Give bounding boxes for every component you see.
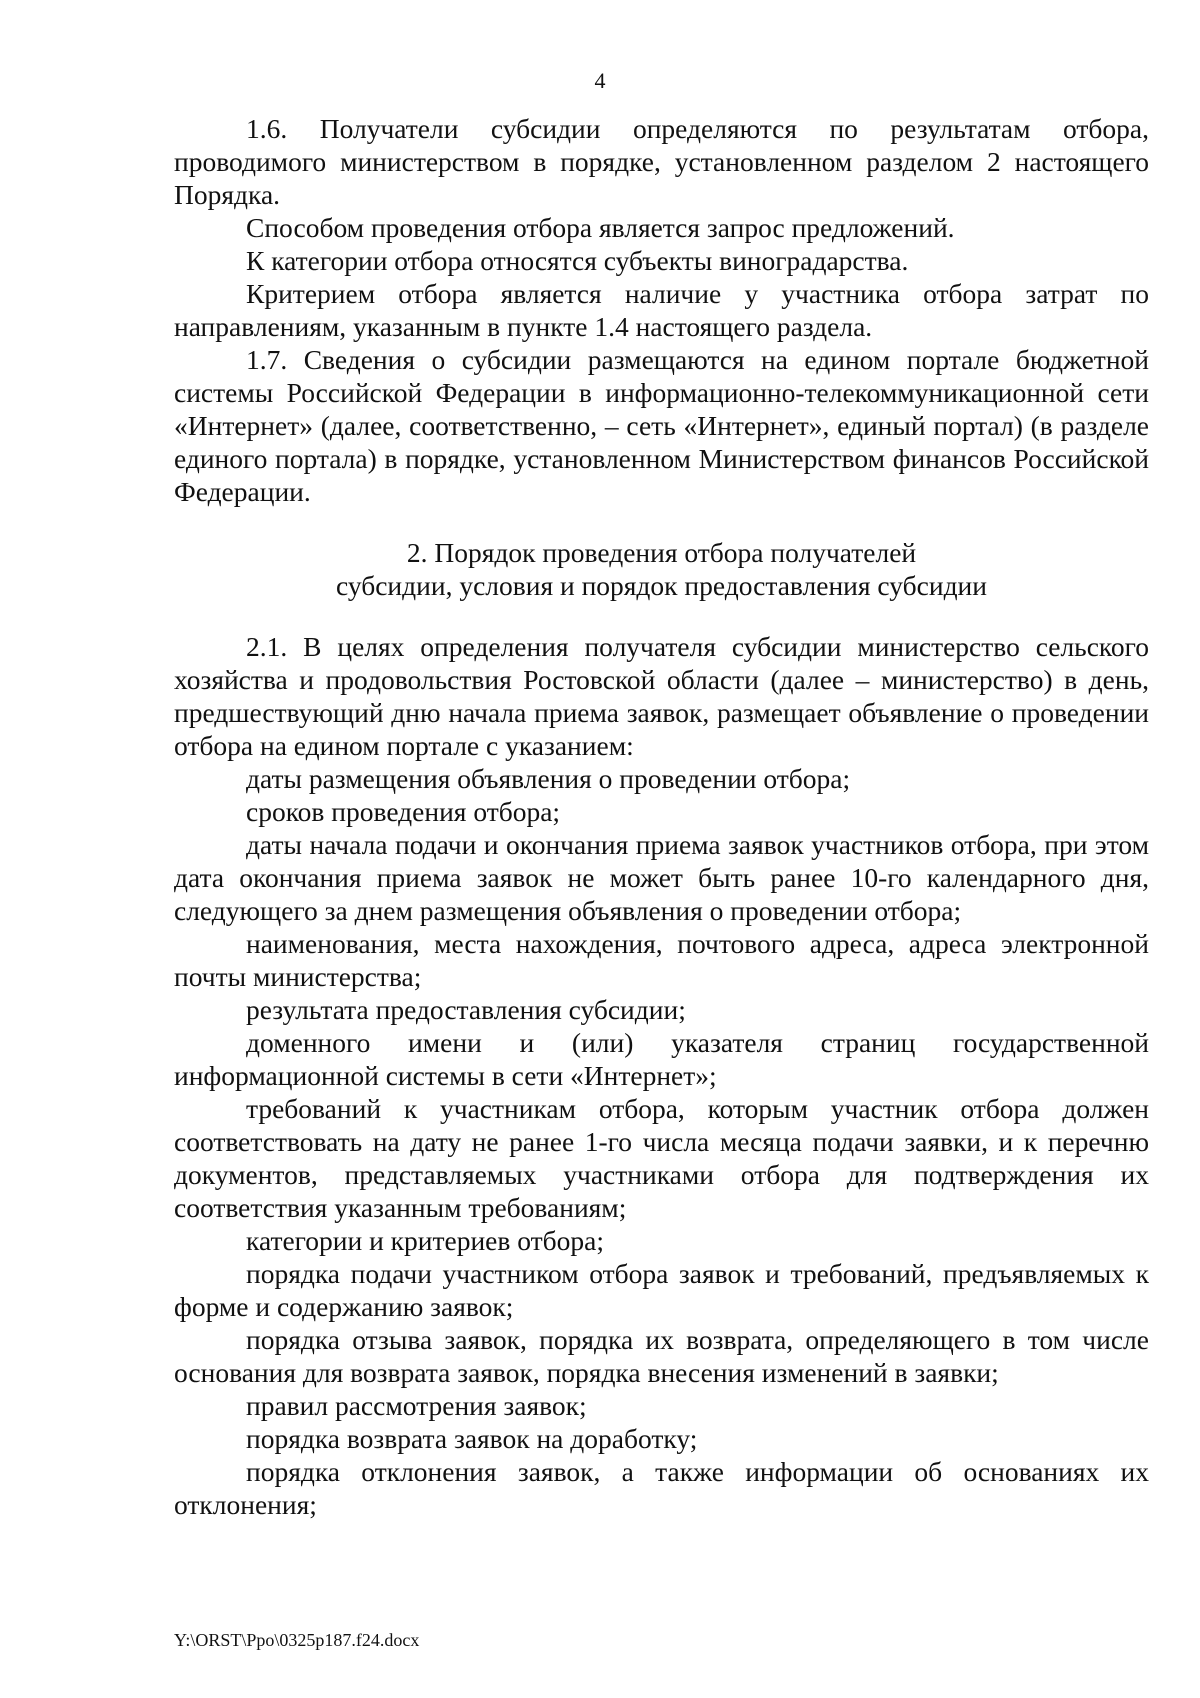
list-item: порядка возврата заявок на доработку; [246, 1423, 698, 1454]
paragraph-selection-criterion: Критерием отбора является наличие у участника отбора затрат по направлениям, указанным в пункте 1.4 настоящего раздела. [174, 278, 1149, 342]
document-body [174, 112, 1149, 1521]
list-item: сроков проведения отбора; [246, 796, 561, 827]
list-item: даты размещения объявления о проведении отбора; [246, 763, 851, 794]
paragraph-selection-method: Способом проведения отбора является запрос предложений. [246, 212, 955, 243]
list-item: правил рассмотрения заявок; [246, 1390, 587, 1421]
paragraph-1-6: 1.6. Получатели субсидии определяются по результатам отбора, проводимого министерством в порядке, установленном разделом 2 настоящего Порядка. [174, 113, 1149, 210]
footer-file-path: Y:\ORST\Ppo\0325p187.f24.docx [174, 1630, 420, 1650]
list-item: даты начала подачи и окончания приема заявок участников отбора, при этом дата окончания приема заявок не может быть ранее 10-го календарного дня, следующего за днем размещения объявления о проведении отбора; [174, 829, 1149, 926]
list-item: порядка отклонения заявок, а также информации об основаниях их отклонения; [174, 1456, 1149, 1520]
section-2-heading [174, 536, 1149, 602]
page-number: 4 [594, 68, 606, 93]
paragraph-selection-category: К категории отбора относятся субъекты виноградарства. [246, 245, 909, 276]
paragraph-1-7: 1.7. Сведения о субсидии размещаются на едином портале бюджетной системы Российской Федерации в информационно-телекоммуникационной сети «Интернет» (далее, соответственно, – сеть «Интернет», единый портал) (в разделе единого портала) в порядке, установленном Министерством финансов Российской Федерации. [174, 344, 1149, 507]
list-item: доменного имени и (или) указателя страниц государственной информационной системы в сети «Интернет»; [174, 1027, 1149, 1091]
list-item: порядка подачи участником отбора заявок и требований, предъявляемых к форме и содержанию заявок; [174, 1258, 1149, 1322]
list-item: требований к участникам отбора, которым участник отбора должен соответствовать на дату не ранее 1-го числа месяца подачи заявки, и к перечню документов, представляемых участниками отбора для подтверждения их соответствия указанным требованиям; [174, 1093, 1149, 1223]
list-item: результата предоставления субсидии; [246, 994, 686, 1025]
section-2-heading-line-2: субсидии, условия и порядок предоставления субсидии [336, 570, 987, 601]
paragraph-2-1: 2.1. В целях определения получателя субсидии министерство сельского хозяйства и продовольствия Ростовской области (далее – министерство) в день, предшествующий дню начала приема заявок, размещает объявление о проведении отбора на едином портале с указанием: [174, 631, 1149, 761]
list-item: категории и критериев отбора; [246, 1225, 604, 1256]
list-item: порядка отзыва заявок, порядка их возврата, определяющего в том числе основания для возврата заявок, порядка внесения изменений в заявки; [174, 1324, 1149, 1388]
section-2-heading-line-1: 2. Порядок проведения отбора получателей [406, 537, 917, 568]
list-item: наименования, места нахождения, почтового адреса, адреса электронной почты министерства; [174, 928, 1149, 992]
